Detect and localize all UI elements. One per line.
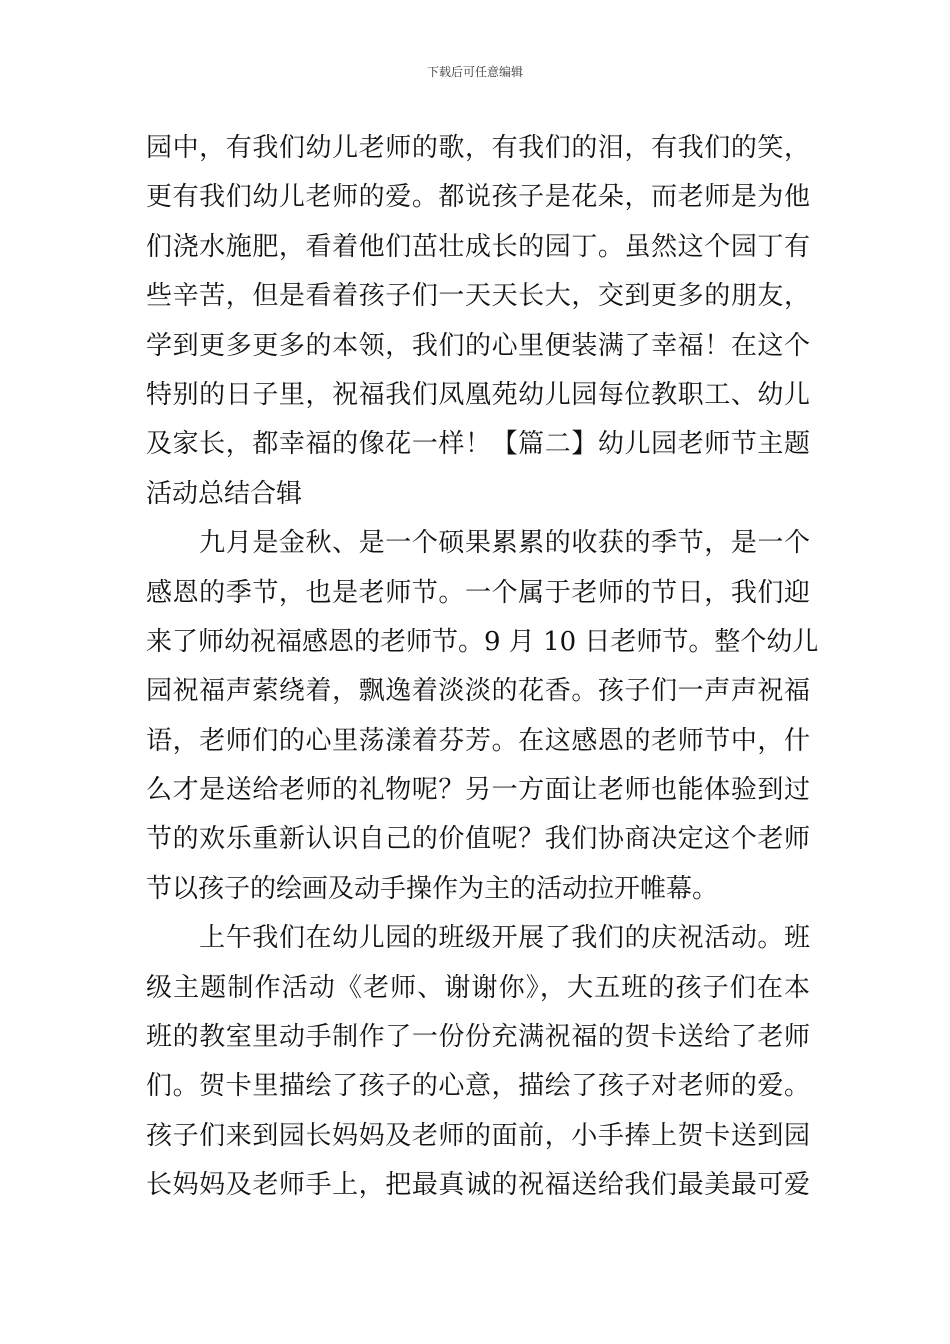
text-line: 节以孩子的绘画及动手操作为主的活动拉开帷幕。 [146,873,719,904]
text-line: 感恩的季节，也是老师节。一个属于老师的节日，我们迎 [146,577,810,608]
text-line: 来了师幼祝福感恩的老师节。9 月 10 日老师节。整个幼儿 [146,626,819,657]
text-line: 上午我们在幼儿园的班级开展了我们的庆祝活动。班 [146,923,810,954]
text-line: 们。贺卡里描绘了孩子的心意，描绘了孩子对老师的爱。 [146,1071,810,1102]
paragraph-3 [146,914,810,1210]
text-line: 节的欢乐重新认识自己的价值呢？我们协商决定这个老师 [146,824,810,855]
text-line: 班的教室里动手制作了一份份充满祝福的贺卡送给了老师 [146,1022,810,1053]
text-line: 么才是送给老师的礼物呢？另一方面让老师也能体验到过 [146,775,810,806]
text-line: 些辛苦，但是看着孩子们一天天长大，交到更多的朋友， [146,281,810,312]
text-line: 园中，有我们幼儿老师的歌，有我们的泪，有我们的笑， [146,133,810,163]
text-line: 特别的日子里，祝福我们凤凰苑幼儿园每位教职工、幼儿 [146,379,810,410]
text-line: 级主题制作活动《老师、谢谢你》，大五班的孩子们在本 [146,972,810,1003]
page-header: 下载后可任意编辑 [426,65,523,79]
text-line: 九月是金秋、是一个硕果累累的收获的季节，是一个 [146,528,810,559]
paragraph-2 [146,519,819,914]
text-line: 学到更多更多的本领，我们的心里便装满了幸福！在这个 [146,330,810,361]
text-line: 长妈妈及老师手上，把最真诚的祝福送给我们最美最可爱 [146,1170,810,1201]
text-line: 更有我们幼儿老师的爱。都说孩子是花朵，而老师是为他 [146,182,810,213]
text-line: 活动总结合辑 [146,478,303,509]
paragraph-1 [146,124,810,519]
text-line: 们浇水施肥，看着他们茁壮成长的园丁。虽然这个园丁有 [146,231,810,262]
document-body [146,124,819,1211]
text-line: 孩子们来到园长妈妈及老师的面前，小手捧上贺卡送到园 [146,1120,810,1151]
text-line: 园祝福声萦绕着，飘逸着淡淡的花香。孩子们一声声祝福 [146,676,810,707]
text-line: 及家长，都幸福的像花一样！【篇二】幼儿园老师节主题 [146,429,810,460]
text-line: 语，老师们的心里荡漾着芬芳。在这感恩的老师节中，什 [146,725,810,756]
